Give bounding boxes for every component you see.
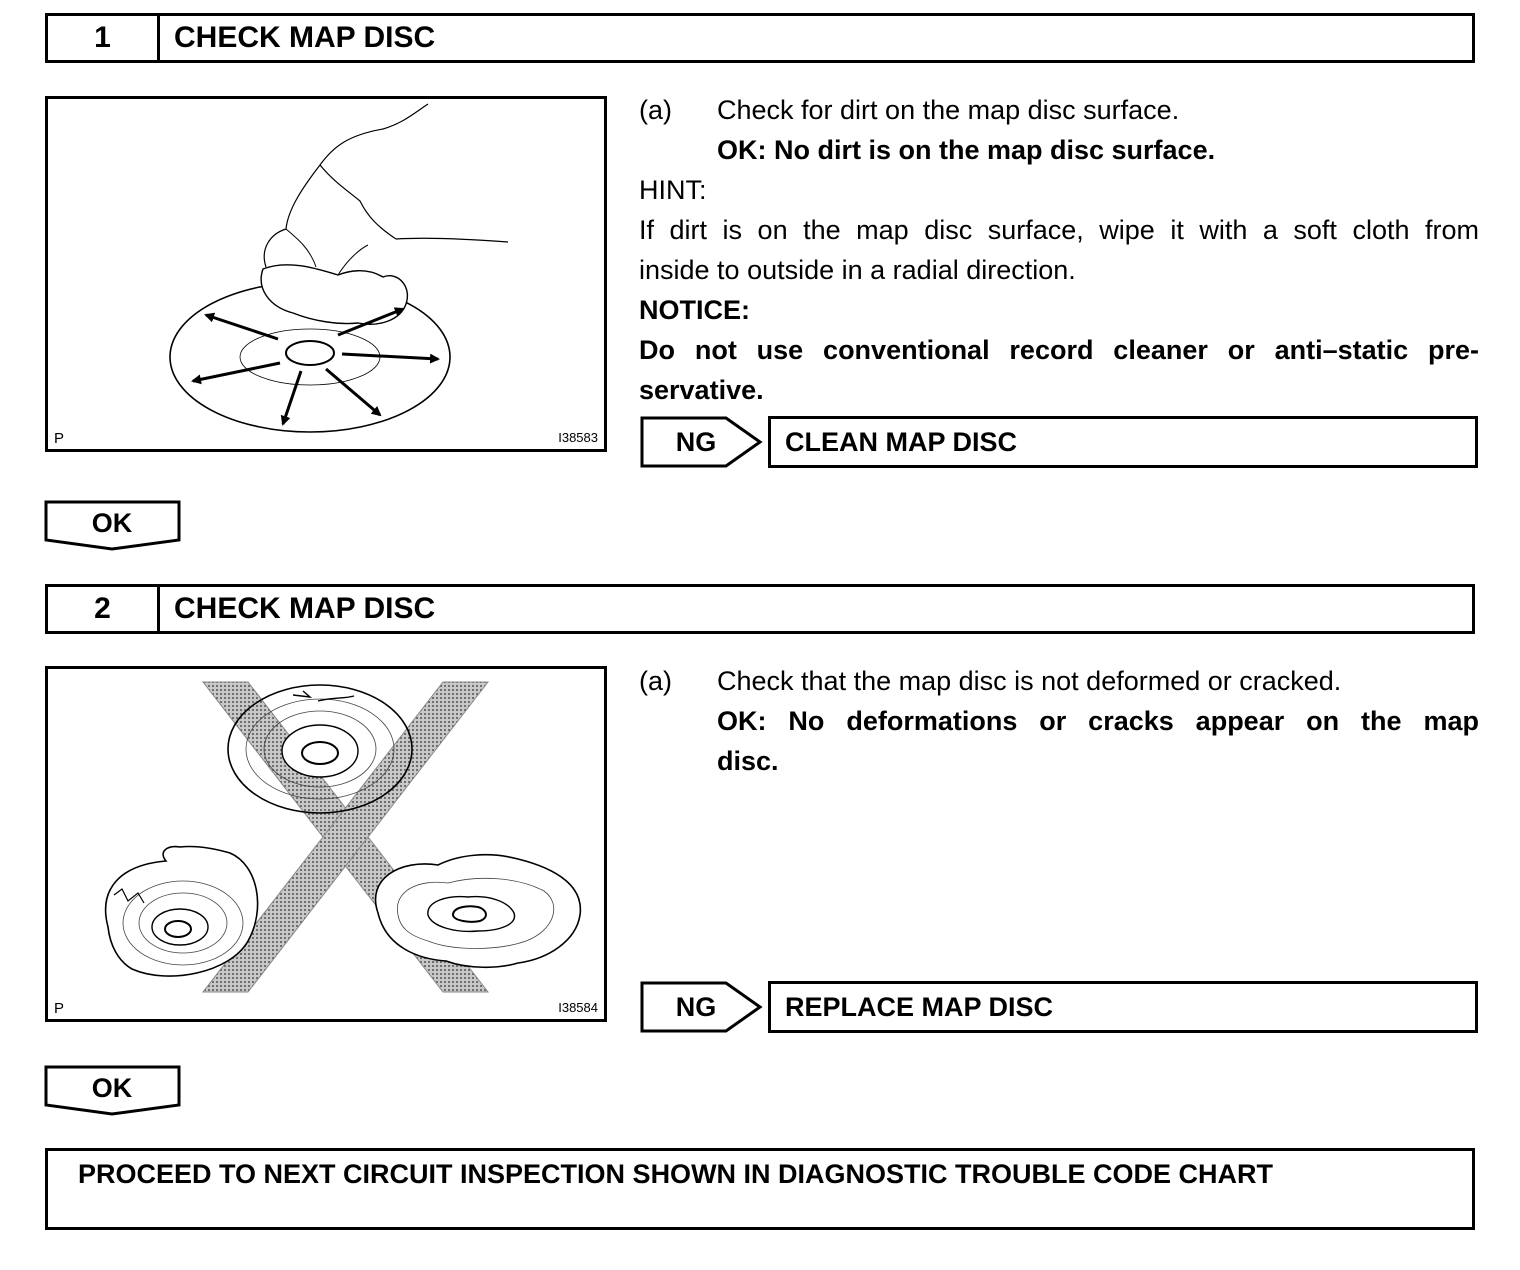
figure-damaged-discs [45, 666, 607, 1022]
ng-branch-clean[interactable] [640, 416, 1478, 468]
damaged-discs-illustration [48, 669, 604, 1019]
notice-text-line-1: Do not use conventional record cleaner or anti–static pre- [639, 335, 1479, 365]
ok-label: OK [91, 1073, 133, 1103]
ng-label: NG [675, 426, 717, 457]
instruction-line [639, 90, 1479, 130]
instruction-label: (a) [639, 666, 672, 696]
ng-label: NG [675, 991, 717, 1022]
ok-branch-step-2[interactable] [44, 1065, 184, 1117]
wipe-disc-illustration [48, 99, 604, 449]
ok-condition: OK: No dirt is on the map disc surface. [717, 135, 1216, 165]
figure-wipe-disc [45, 96, 607, 452]
hint-text-line-2: inside to outside in a radial direction. [639, 255, 1076, 285]
step-title: CHECK MAP DISC [174, 21, 436, 54]
step-2-header [45, 584, 1475, 634]
ok-branch-step-1[interactable] [44, 500, 184, 552]
hint-text-line-1: If dirt is on the map disc surface, wipe it with a soft cloth from [639, 215, 1479, 245]
instruction-label: (a) [639, 95, 672, 125]
figure-id: I38583 [558, 430, 598, 445]
ok-condition-line-2: disc. [717, 746, 779, 776]
step-1-text [639, 90, 1479, 410]
instruction-text: Check that the map disc is not deformed or cracked. [717, 666, 1342, 696]
figure-corner-label: P [54, 430, 65, 447]
step-number: 2 [48, 587, 160, 631]
step-1-header [45, 13, 1475, 63]
instruction-text: Check for dirt on the map disc surface. [717, 95, 1180, 125]
step-2-text [639, 661, 1479, 781]
proceed-final-action[interactable]: PROCEED TO NEXT CIRCUIT INSPECTION SHOWN IN DIAGNOSTIC TROUBLE CODE CHART [45, 1148, 1475, 1230]
ng-branch-replace[interactable] [640, 981, 1478, 1033]
ng-action-replace-map-disc[interactable]: REPLACE MAP DISC [768, 981, 1478, 1033]
hint-label: HINT: [639, 175, 707, 205]
ng-action-clean-map-disc[interactable]: CLEAN MAP DISC [768, 416, 1478, 468]
notice-text-line-2: servative. [639, 375, 764, 405]
ok-condition-line-1: OK: No deformations or cracks appear on the map [717, 706, 1479, 736]
ok-label: OK [91, 508, 133, 538]
figure-corner-label: P [54, 1000, 65, 1017]
step-number: 1 [48, 16, 160, 60]
notice-label: NOTICE: [639, 295, 750, 325]
figure-id: I38584 [558, 1000, 598, 1015]
instruction-line [639, 661, 1479, 701]
step-title: CHECK MAP DISC [174, 592, 436, 625]
